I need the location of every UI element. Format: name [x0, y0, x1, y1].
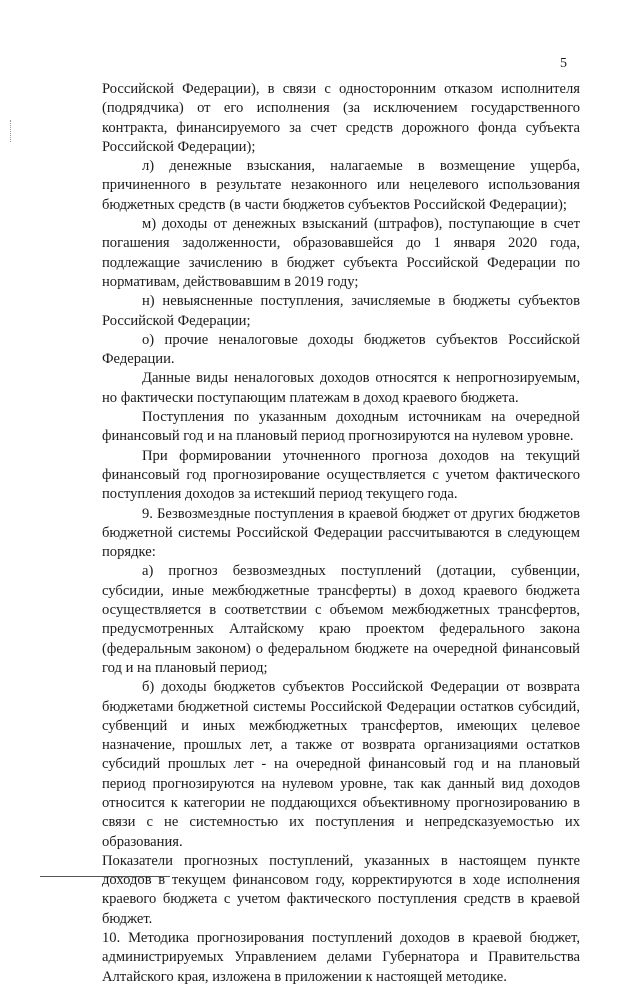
paragraph: Российской Федерации), в связи с односторонним отказом исполнителя (подрядчика) от его исполнения (за исключением государственного контракта, финансируемого за счет средств дорожного фонда субъекта Российской Федерации); — [102, 81, 580, 155]
paragraph: Данные виды неналоговых доходов относятся к непрогнозируемым, но фактически поступающим платежам в доход краевого бюджета. — [102, 370, 580, 406]
paragraph: 9. Безвозмездные поступления в краевой бюджет от других бюджетов бюджетной системы Российской Федерации рассчитываются в следующем порядке: — [102, 505, 580, 561]
paragraph: о) прочие неналоговые доходы бюджетов субъектов Российской Федерации. — [102, 331, 580, 368]
paragraph: а) прогноз безвозмездных поступлений (дотации, субвенции, субсидии, иные межбюджетные трансферты) в доход краевого бюджета осуществляется в соответствии с объемом межбюджетных трансфертов, предусмотренных Алтайскому краю проектом федерального закона (федеральным законом) о федеральном бюджете на очередной финансовый год и на плановый период; — [102, 563, 580, 676]
paragraph: Поступления по указанным доходным источникам на очередной финансовый год и на плановый период прогнозируются на нулевом уровне. — [102, 409, 580, 445]
paragraph: л) денежные взыскания, налагаемые в возмещение ущерба, причиненного в результате незаконного или нецелевого использования бюджетных средств (в части бюджетов субъектов Российской Федерации); — [102, 158, 580, 213]
paragraph: Показатели прогнозных поступлений, указанных в настоящем пункте доходов в текущем финансовом году, корректируются в ходе исполнения краевого бюджета с учетом фактического поступления средств в краевой бюджет. — [102, 852, 580, 927]
footnote-rule — [40, 876, 170, 877]
margin-mark — [10, 120, 11, 142]
paragraph: При формировании уточненного прогноза доходов на текущий финансовый год прогнозирование осуществляется с учетом фактического поступления доходов за истекший период текущего года. — [102, 447, 580, 503]
paragraph: 10. Методика прогнозирования поступлений доходов в краевой бюджет, администрируемых Управлением делами Губернатора и Правительства Алтайского края, изложена в приложении к настоящей методике. — [102, 930, 580, 985]
paragraph: м) доходы от денежных взысканий (штрафов), поступающие в счет погашения задолженности, образовавшейся до 1 января 2020 года, подлежащие зачислению в бюджет субъекта Российской Федерации по нормативам, действовавшим в 2019 году; — [102, 216, 580, 290]
document-body — [102, 80, 580, 987]
page-number: 5 — [560, 56, 567, 71]
paragraph: н) невыясненные поступления, зачисляемые в бюджеты субъектов Российской Федерации; — [102, 293, 580, 329]
paragraph: б) доходы бюджетов субъектов Российской Федерации от возврата бюджетами бюджетной системы Российской Федерации остатков субсидий, субвенций и иных межбюджетных трансфертов, имеющих целевое назначение, прошлых лет, а также от возврата организациями остатков субсидий прошлых лет - на очередной финансовый год и на плановый период прогнозируются на нулевом уровне, так как данный вид доходов относится к категории не поддающихся объективному прогнозированию в связи с нe системностью их поступления и непредсказуемостью их образования. — [102, 679, 580, 850]
